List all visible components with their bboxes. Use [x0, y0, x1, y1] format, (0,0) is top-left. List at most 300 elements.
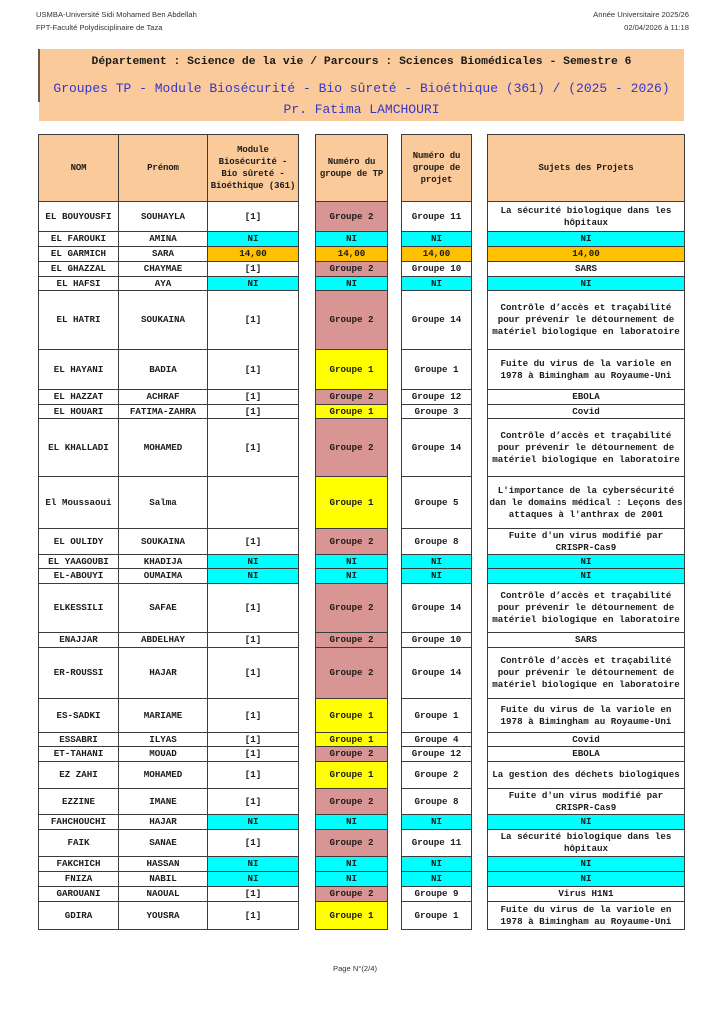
table-row [488, 830, 685, 857]
table-row [488, 699, 685, 733]
table-row [488, 569, 685, 584]
cell-nom: EZ ZAHI [39, 762, 119, 789]
table-row [316, 232, 388, 247]
cell-nom: EL HAYANI [39, 350, 119, 390]
table-row [488, 529, 685, 555]
table-row [402, 584, 472, 633]
table-row [402, 789, 472, 815]
cell-nom: EL HATRI [39, 291, 119, 350]
cell-groupe-tp: 14,00 [316, 247, 388, 262]
cell-prenom: HAJAR [119, 648, 208, 699]
cell-groupe-projet: Groupe 14 [402, 584, 472, 633]
table-row [402, 733, 472, 747]
table-row [316, 872, 388, 887]
cell-groupe-tp: NI [316, 569, 388, 584]
institution-info [36, 8, 197, 34]
cell-sujet: L'importance de la cybersécurité dan le domains médical : Leçons des attaques à l'anthrax de 2001 [488, 477, 685, 529]
table-row [39, 390, 299, 405]
cell-nom: EL GARMICH [39, 247, 119, 262]
header-prenom: Prénom [119, 135, 208, 202]
cell-module: [1] [208, 419, 299, 477]
header-groupe-projet: Numéro du groupe de projet [402, 135, 472, 202]
table-row [316, 247, 388, 262]
cell-groupe-tp: Groupe 1 [316, 405, 388, 419]
cell-nom: EL BOUYOUSFI [39, 202, 119, 232]
cell-sujet: Contrôle d’accès et traçabilité pour prévenir le détournement de matériel biologique en laboratoire [488, 648, 685, 699]
banner-left-border [38, 49, 40, 102]
cell-groupe-projet: NI [402, 857, 472, 872]
cell-groupe-tp: Groupe 1 [316, 699, 388, 733]
cell-sujet: Covid [488, 405, 685, 419]
table-row [39, 830, 299, 857]
cell-sujet: Fuite d'un virus modifié par CRISPR-Cas9 [488, 529, 685, 555]
cell-module: [1] [208, 202, 299, 232]
table-row [488, 405, 685, 419]
cell-sujet: SARS [488, 262, 685, 277]
cell-groupe-tp: Groupe 2 [316, 830, 388, 857]
cell-groupe-projet: Groupe 12 [402, 390, 472, 405]
table-row [39, 291, 299, 350]
cell-nom: EZZINE [39, 789, 119, 815]
cell-sujet: 14,00 [488, 247, 685, 262]
students-table [38, 134, 299, 930]
table-row [402, 277, 472, 291]
cell-groupe-projet: Groupe 1 [402, 350, 472, 390]
cell-nom: ES-SADKI [39, 699, 119, 733]
table-row [402, 857, 472, 872]
cell-sujet: Contrôle d’accès et traçabilité pour prévenir le détournement de matériel biologique en laboratoire [488, 291, 685, 350]
table-row [39, 262, 299, 277]
table-row [488, 584, 685, 633]
table-row [488, 419, 685, 477]
table-row [39, 887, 299, 902]
cell-module: [1] [208, 902, 299, 930]
cell-module: [1] [208, 291, 299, 350]
cell-nom: ET-TAHANI [39, 747, 119, 762]
cell-sujet: Fuite du virus de la variole en 1978 à Bimingham au Royaume-Uni [488, 902, 685, 930]
page-number: Page N°(2/4) [333, 964, 377, 973]
table-row [316, 633, 388, 648]
cell-module: [1] [208, 390, 299, 405]
cell-groupe-projet: Groupe 3 [402, 405, 472, 419]
module-title: Groupes TP - Module Biosécurité - Bio sûreté - Bioéthique (361) / (2025 - 2026) [53, 81, 670, 96]
cell-nom: FAKCHICH [39, 857, 119, 872]
cell-module: [1] [208, 762, 299, 789]
cell-groupe-projet: Groupe 9 [402, 887, 472, 902]
cell-groupe-projet: Groupe 8 [402, 789, 472, 815]
table-row [402, 529, 472, 555]
table-row [39, 350, 299, 390]
project-subject-table-body [488, 202, 685, 930]
cell-groupe-projet: Groupe 14 [402, 419, 472, 477]
cell-prenom: OUMAIMA [119, 569, 208, 584]
table-row [316, 291, 388, 350]
cell-module: [1] [208, 633, 299, 648]
cell-prenom: NABIL [119, 872, 208, 887]
table-row [488, 747, 685, 762]
cell-prenom: ACHRAF [119, 390, 208, 405]
cell-prenom: SOUKAINA [119, 291, 208, 350]
cell-nom: ENAJJAR [39, 633, 119, 648]
table-row [402, 648, 472, 699]
cell-prenom: SARA [119, 247, 208, 262]
cell-sujet: EBOLA [488, 747, 685, 762]
cell-prenom: MOHAMED [119, 419, 208, 477]
university-name: USMBA-Université Sidi Mohamed Ben Abdellah [36, 10, 197, 19]
tp-group-table [315, 134, 388, 930]
header-groupe-tp: Numéro du groupe de TP [316, 135, 388, 202]
table-row [402, 247, 472, 262]
cell-groupe-tp: Groupe 2 [316, 262, 388, 277]
table-row [402, 419, 472, 477]
cell-groupe-tp: Groupe 2 [316, 648, 388, 699]
table-row [488, 648, 685, 699]
table-row [402, 405, 472, 419]
cell-sujet: La sécurité biologique dans les hôpitaux [488, 830, 685, 857]
cell-module: [1] [208, 529, 299, 555]
cell-groupe-projet: NI [402, 815, 472, 830]
print-datetime: 02/04/2026 à 11:18 [624, 23, 689, 32]
cell-prenom: IMANE [119, 789, 208, 815]
cell-nom: EL-ABOUYI [39, 569, 119, 584]
cell-sujet: Fuite d'un virus modifié par CRISPR-Cas9 [488, 789, 685, 815]
table-row [402, 555, 472, 569]
students-table-body [39, 202, 299, 930]
cell-groupe-tp: Groupe 2 [316, 887, 388, 902]
table-row [316, 789, 388, 815]
table-row [316, 202, 388, 232]
table-row [316, 390, 388, 405]
table-row [488, 291, 685, 350]
table-row [316, 857, 388, 872]
table-row [316, 555, 388, 569]
academic-year: Année Universitaire 2025/26 [593, 10, 689, 19]
table-row [39, 477, 299, 529]
table-row [316, 648, 388, 699]
table-row [488, 902, 685, 930]
table-row [402, 291, 472, 350]
cell-sujet: La sécurité biologique dans les hôpitaux [488, 202, 685, 232]
cell-prenom: KHADIJA [119, 555, 208, 569]
table-row [488, 247, 685, 262]
table-row [316, 584, 388, 633]
cell-nom: EL GHAZZAL [39, 262, 119, 277]
cell-sujet: SARS [488, 633, 685, 648]
project-subject-table [487, 134, 685, 930]
cell-module: [1] [208, 830, 299, 857]
table-row [39, 747, 299, 762]
cell-groupe-tp: Groupe 1 [316, 477, 388, 529]
cell-nom: EL HOUARI [39, 405, 119, 419]
cell-prenom: ABDELHAY [119, 633, 208, 648]
cell-nom: FAHCHOUCHI [39, 815, 119, 830]
table-row [402, 830, 472, 857]
table-row [39, 762, 299, 789]
table-row [488, 857, 685, 872]
header-sujet: Sujets des Projets [488, 135, 685, 202]
table-row [39, 733, 299, 747]
cell-sujet: Fuite du virus de la variole en 1978 à Bimingham au Royaume-Uni [488, 350, 685, 390]
cell-groupe-projet: Groupe 2 [402, 762, 472, 789]
header-nom: NOM [39, 135, 119, 202]
cell-nom: EL KHALLADI [39, 419, 119, 477]
cell-nom: EL OULIDY [39, 529, 119, 555]
cell-groupe-projet: Groupe 11 [402, 830, 472, 857]
table-row [402, 202, 472, 232]
cell-sujet: NI [488, 555, 685, 569]
table-row [39, 232, 299, 247]
cell-module: [1] [208, 887, 299, 902]
table-row [402, 477, 472, 529]
cell-groupe-projet: Groupe 14 [402, 291, 472, 350]
cell-nom: EL HAZZAT [39, 390, 119, 405]
cell-groupe-tp: Groupe 2 [316, 584, 388, 633]
cell-groupe-tp: NI [316, 555, 388, 569]
cell-groupe-projet: Groupe 10 [402, 262, 472, 277]
cell-module: [1] [208, 262, 299, 277]
cell-groupe-projet: Groupe 8 [402, 529, 472, 555]
table-row [488, 232, 685, 247]
table-row [316, 405, 388, 419]
cell-sujet: NI [488, 857, 685, 872]
table-row [402, 633, 472, 648]
cell-groupe-tp: Groupe 2 [316, 202, 388, 232]
table-row [316, 262, 388, 277]
cell-module: [1] [208, 789, 299, 815]
cell-nom: ER-ROUSSI [39, 648, 119, 699]
cell-groupe-tp: Groupe 1 [316, 733, 388, 747]
table-row [402, 350, 472, 390]
cell-prenom: FATIMA-ZAHRA [119, 405, 208, 419]
cell-groupe-tp: Groupe 2 [316, 633, 388, 648]
table-row [402, 872, 472, 887]
table-row [402, 232, 472, 247]
table-row [402, 569, 472, 584]
cell-nom: EL FAROUKI [39, 232, 119, 247]
cell-prenom: BADIA [119, 350, 208, 390]
cell-nom: El Moussaoui [39, 477, 119, 529]
project-group-table-body [402, 202, 472, 930]
cell-sujet: NI [488, 232, 685, 247]
table-row [316, 887, 388, 902]
cell-sujet: Virus H1N1 [488, 887, 685, 902]
department-line: Département : Science de la vie / Parcours : Sciences Biomédicales - Semestre 6 [91, 56, 632, 68]
table-row [316, 529, 388, 555]
cell-prenom: HAJAR [119, 815, 208, 830]
cell-nom: GAROUANI [39, 887, 119, 902]
table-row [39, 277, 299, 291]
table-row [316, 477, 388, 529]
cell-sujet: NI [488, 277, 685, 291]
cell-sujet: Contrôle d’accès et traçabilité pour prévenir le détournement de matériel biologique en laboratoire [488, 584, 685, 633]
cell-module: [1] [208, 699, 299, 733]
title-banner [39, 49, 684, 121]
project-group-table [401, 134, 472, 930]
cell-sujet: NI [488, 815, 685, 830]
table-row [402, 762, 472, 789]
table-row [488, 262, 685, 277]
cell-sujet: Covid [488, 733, 685, 747]
cell-module: NI [208, 277, 299, 291]
cell-module: NI [208, 872, 299, 887]
cell-groupe-tp: NI [316, 277, 388, 291]
cell-groupe-tp: Groupe 2 [316, 747, 388, 762]
cell-nom: ELKESSILI [39, 584, 119, 633]
cell-module: NI [208, 569, 299, 584]
cell-prenom: CHAYMAE [119, 262, 208, 277]
cell-nom: FAIK [39, 830, 119, 857]
cell-sujet: NI [488, 569, 685, 584]
cell-nom: FNIZA [39, 872, 119, 887]
cell-module: [1] [208, 747, 299, 762]
cell-groupe-projet: Groupe 12 [402, 747, 472, 762]
table-row [402, 815, 472, 830]
cell-prenom: AYA [119, 277, 208, 291]
cell-module: NI [208, 555, 299, 569]
cell-groupe-tp: NI [316, 815, 388, 830]
cell-groupe-tp: NI [316, 872, 388, 887]
table-row [316, 419, 388, 477]
table-row [316, 815, 388, 830]
table-row [316, 277, 388, 291]
cell-groupe-projet: Groupe 1 [402, 902, 472, 930]
cell-nom: ESSABRI [39, 733, 119, 747]
cell-groupe-projet: Groupe 11 [402, 202, 472, 232]
table-row [488, 633, 685, 648]
table-row [488, 477, 685, 529]
cell-groupe-projet: Groupe 5 [402, 477, 472, 529]
cell-module: 14,00 [208, 247, 299, 262]
table-row [488, 555, 685, 569]
cell-groupe-projet: Groupe 4 [402, 733, 472, 747]
table-row [488, 815, 685, 830]
table-row [39, 815, 299, 830]
cell-prenom: HASSAN [119, 857, 208, 872]
cell-groupe-tp: Groupe 2 [316, 789, 388, 815]
table-row [39, 633, 299, 648]
table-row [316, 762, 388, 789]
table-row [39, 857, 299, 872]
table-row [39, 789, 299, 815]
table-row [316, 350, 388, 390]
cell-groupe-projet: NI [402, 232, 472, 247]
cell-groupe-tp: NI [316, 857, 388, 872]
cell-sujet: NI [488, 872, 685, 887]
cell-prenom: SAFAE [119, 584, 208, 633]
professor-name: Pr. Fatima LAMCHOURI [283, 102, 440, 117]
cell-groupe-tp: NI [316, 232, 388, 247]
table-row [316, 569, 388, 584]
table-row [316, 733, 388, 747]
table-row [39, 699, 299, 733]
cell-groupe-projet: Groupe 14 [402, 648, 472, 699]
cell-groupe-projet: Groupe 10 [402, 633, 472, 648]
cell-sujet: La gestion des déchets biologiques [488, 762, 685, 789]
table-row [488, 887, 685, 902]
cell-module: [1] [208, 405, 299, 419]
cell-sujet: Fuite du virus de la variole en 1978 à Bimingham au Royaume-Uni [488, 699, 685, 733]
table-row [39, 555, 299, 569]
table-row [402, 887, 472, 902]
tp-group-table-body [316, 202, 388, 930]
date-info [593, 8, 689, 34]
table-row [39, 247, 299, 262]
cell-groupe-projet: Groupe 1 [402, 699, 472, 733]
table-row [402, 699, 472, 733]
cell-groupe-tp: Groupe 1 [316, 902, 388, 930]
cell-prenom: MARIAME [119, 699, 208, 733]
cell-prenom: AMINA [119, 232, 208, 247]
cell-groupe-projet: NI [402, 555, 472, 569]
table-row [488, 202, 685, 232]
cell-prenom: NAOUAL [119, 887, 208, 902]
table-row [39, 569, 299, 584]
table-row [39, 419, 299, 477]
cell-groupe-projet: NI [402, 277, 472, 291]
table-row [402, 390, 472, 405]
cell-prenom: SOUHAYLA [119, 202, 208, 232]
table-row [488, 390, 685, 405]
table-row [39, 529, 299, 555]
table-row [39, 405, 299, 419]
table-row [488, 789, 685, 815]
cell-module: [1] [208, 350, 299, 390]
cell-groupe-tp: Groupe 2 [316, 291, 388, 350]
table-row [488, 762, 685, 789]
table-row [316, 902, 388, 930]
cell-prenom: SANAE [119, 830, 208, 857]
cell-groupe-tp: Groupe 1 [316, 762, 388, 789]
cell-groupe-tp: Groupe 2 [316, 390, 388, 405]
faculty-name: FPT-Faculté Polydisciplinaire de Taza [36, 23, 163, 32]
cell-groupe-projet: NI [402, 872, 472, 887]
table-row [316, 747, 388, 762]
cell-groupe-projet: 14,00 [402, 247, 472, 262]
table-row [39, 902, 299, 930]
cell-prenom: MOHAMED [119, 762, 208, 789]
cell-module: NI [208, 815, 299, 830]
table-row [488, 872, 685, 887]
table-row [488, 277, 685, 291]
table-row [402, 902, 472, 930]
cell-nom: EL YAAGOUBI [39, 555, 119, 569]
cell-module [208, 477, 299, 529]
cell-groupe-tp: Groupe 1 [316, 350, 388, 390]
cell-sujet: Contrôle d’accès et traçabilité pour prévenir le détournement de matériel biologique en laboratoire [488, 419, 685, 477]
cell-groupe-tp: Groupe 2 [316, 419, 388, 477]
cell-module: [1] [208, 733, 299, 747]
cell-module: NI [208, 857, 299, 872]
cell-sujet: EBOLA [488, 390, 685, 405]
table-row [402, 747, 472, 762]
cell-prenom: ILYAS [119, 733, 208, 747]
cell-prenom: YOUSRA [119, 902, 208, 930]
cell-prenom: Salma [119, 477, 208, 529]
table-row [39, 648, 299, 699]
cell-groupe-tp: Groupe 2 [316, 529, 388, 555]
table-row [316, 699, 388, 733]
table-row [488, 350, 685, 390]
cell-module: NI [208, 232, 299, 247]
header-module: Module Biosécurité - Bio sûreté - Bioéthique (361) [208, 135, 299, 202]
table-row [488, 733, 685, 747]
cell-prenom: MOUAD [119, 747, 208, 762]
cell-module: [1] [208, 648, 299, 699]
cell-nom: GDIRA [39, 902, 119, 930]
table-row [39, 872, 299, 887]
cell-nom: EL HAFSI [39, 277, 119, 291]
table-row [316, 830, 388, 857]
